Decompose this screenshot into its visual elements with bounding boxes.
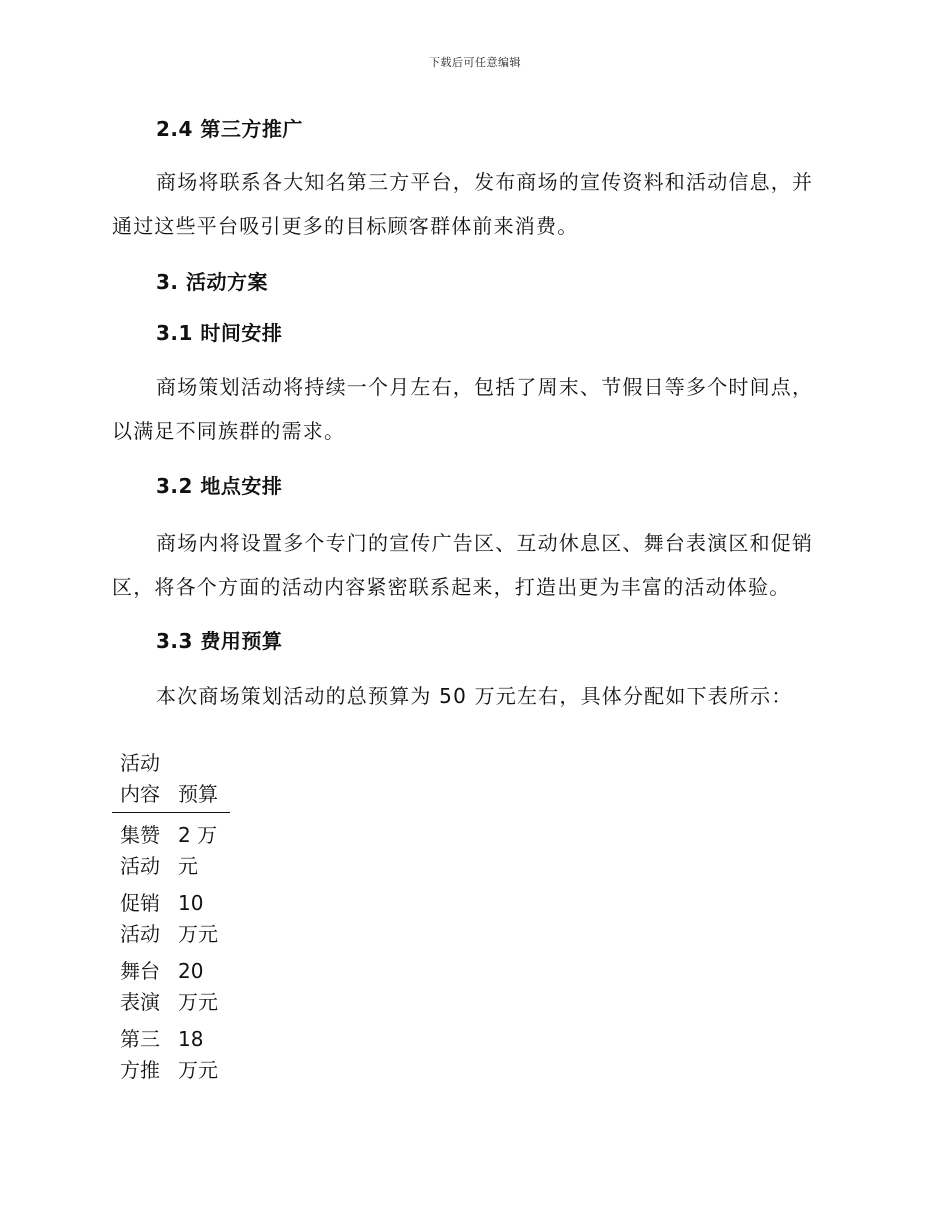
section-paragraph-2-4: 商场将联系各大知名第三方平台，发布商场的宣传资料和活动信息，并通过这些平台吸引更多的目标顾客群体前来消费。 <box>112 170 814 238</box>
budget-table <box>112 748 230 1088</box>
budget-header-activity: 活动内容 <box>112 748 170 813</box>
section-paragraph-3-3: 本次商场策划活动的总预算为 50 万元左右，具体分配如下表所示： <box>156 684 793 708</box>
page-header-note: 下载后可任意编辑 <box>429 56 521 69</box>
section-heading-2-4: 2.4 第三方推广 <box>156 117 303 141</box>
budget-cell-activity: 集赞活动 <box>120 823 160 878</box>
budget-cell-amount: 10 万元 <box>178 891 218 946</box>
budget-cell-amount: 2 万元 <box>178 823 218 878</box>
section-paragraph-3-1: 商场策划活动将持续一个月左右，包括了周末、节假日等多个时间点，以满足不同族群的需求。 <box>112 375 814 443</box>
table-row <box>112 952 230 1020</box>
section-heading-3: 3. 活动方案 <box>156 270 268 294</box>
budget-cell-amount: 18 万元 <box>178 1027 218 1082</box>
table-row <box>112 1020 230 1088</box>
budget-cell-activity: 促销活动 <box>120 891 160 946</box>
budget-cell-activity: 第三方推 <box>120 1027 160 1082</box>
section-heading-3-3: 3.3 费用预算 <box>156 629 283 653</box>
budget-cell-amount: 20 万元 <box>178 959 218 1014</box>
section-heading-3-2: 3.2 地点安排 <box>156 474 283 498</box>
section-paragraph-3-2: 商场内将设置多个专门的宣传广告区、互动休息区、舞台表演区和促销区，将各个方面的活动内容紧密联系起来，打造出更为丰富的活动体验。 <box>112 531 814 599</box>
document-body <box>112 110 832 1088</box>
table-row <box>112 884 230 952</box>
budget-table-header-row <box>112 748 230 813</box>
budget-header-budget: 预算 <box>170 748 230 813</box>
table-row <box>112 813 230 885</box>
budget-cell-activity: 舞台表演 <box>120 959 160 1014</box>
section-heading-3-1: 3.1 时间安排 <box>156 321 283 345</box>
